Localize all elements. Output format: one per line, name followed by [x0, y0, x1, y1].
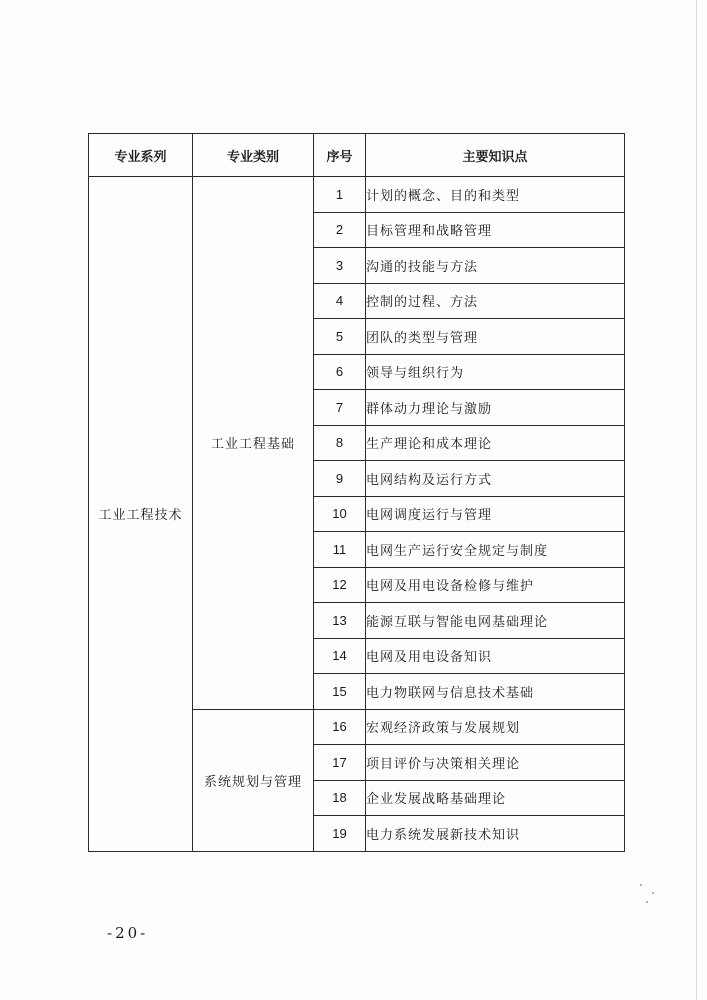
row-number-cell: 6 [314, 354, 366, 390]
topic-cell: 团队的类型与管理 [366, 319, 625, 355]
row-number-cell: 1 [314, 177, 366, 213]
row-number-cell: 11 [314, 532, 366, 568]
row-number-cell: 15 [314, 674, 366, 710]
row-number-cell: 8 [314, 425, 366, 461]
table-header-row [89, 134, 625, 177]
row-number-cell: 16 [314, 709, 366, 745]
topic-cell: 生产理论和成本理论 [366, 425, 625, 461]
topic-cell: 电网结构及运行方式 [366, 461, 625, 497]
topic-cell: 领导与组织行为 [366, 354, 625, 390]
row-number-cell: 5 [314, 319, 366, 355]
page-number: -20- [107, 924, 149, 942]
row-number-cell: 7 [314, 390, 366, 426]
row-number-cell: 19 [314, 816, 366, 852]
topic-cell: 能源互联与智能电网基础理论 [366, 603, 625, 639]
topic-cell: 群体动力理论与激励 [366, 390, 625, 426]
row-number-cell: 13 [314, 603, 366, 639]
scan-speck [646, 901, 648, 903]
topic-cell: 项目评价与决策相关理论 [366, 745, 625, 781]
row-number-cell: 18 [314, 780, 366, 816]
category-cell: 工业工程基础 [193, 177, 314, 710]
row-number-cell: 9 [314, 461, 366, 497]
row-number-cell: 4 [314, 283, 366, 319]
table-body [89, 177, 625, 852]
header-category: 专业类别 [193, 134, 314, 177]
category-cell: 系统规划与管理 [193, 709, 314, 851]
topic-cell: 企业发展战略基础理论 [366, 780, 625, 816]
scan-speck [652, 892, 654, 894]
row-number-cell: 12 [314, 567, 366, 603]
header-number: 序号 [314, 134, 366, 177]
row-number-cell: 3 [314, 248, 366, 284]
knowledge-points-table [88, 133, 625, 852]
page-edge-line [696, 0, 697, 1000]
table-row [89, 177, 625, 213]
topic-cell: 控制的过程、方法 [366, 283, 625, 319]
row-number-cell: 14 [314, 638, 366, 674]
header-series: 专业系列 [89, 134, 193, 177]
row-number-cell: 2 [314, 212, 366, 248]
series-cell: 工业工程技术 [89, 177, 193, 852]
topic-cell: 电网生产运行安全规定与制度 [366, 532, 625, 568]
topic-cell: 目标管理和战略管理 [366, 212, 625, 248]
row-number-cell: 10 [314, 496, 366, 532]
row-number-cell: 17 [314, 745, 366, 781]
topic-cell: 电力物联网与信息技术基础 [366, 674, 625, 710]
header-topic: 主要知识点 [366, 134, 625, 177]
scan-speck [640, 884, 642, 886]
topic-cell: 计划的概念、目的和类型 [366, 177, 625, 213]
topic-cell: 电网及用电设备知识 [366, 638, 625, 674]
topic-cell: 宏观经济政策与发展规划 [366, 709, 625, 745]
topic-cell: 沟通的技能与方法 [366, 248, 625, 284]
topic-cell: 电力系统发展新技术知识 [366, 816, 625, 852]
topic-cell: 电网调度运行与管理 [366, 496, 625, 532]
topic-cell: 电网及用电设备检修与维护 [366, 567, 625, 603]
